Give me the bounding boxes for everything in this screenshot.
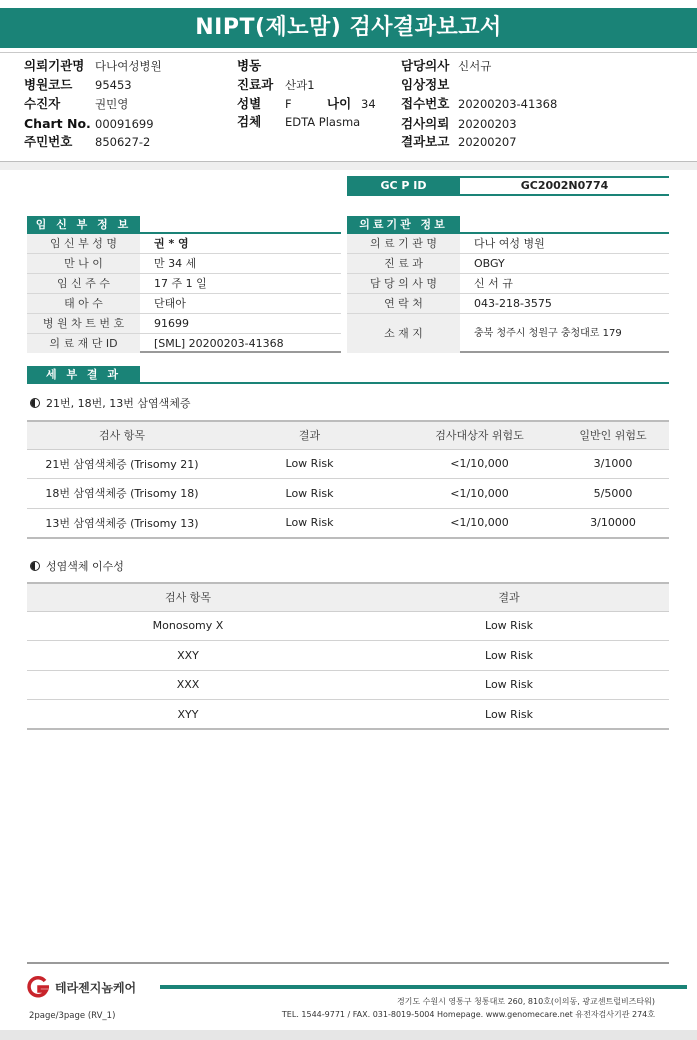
column-header: 결과 bbox=[349, 583, 669, 611]
company-logo bbox=[25, 976, 136, 998]
patient-label: 수진자 bbox=[24, 96, 61, 111]
info-label: 병 원 차 트 번 호 bbox=[27, 314, 140, 333]
info-row bbox=[27, 274, 341, 294]
request-value: 20200203 bbox=[458, 117, 517, 131]
table-row bbox=[27, 670, 669, 700]
info-value: [SML] 20200203-41368 bbox=[154, 337, 284, 350]
gcp-id-label: GC P ID bbox=[347, 176, 460, 196]
sex-chrom-table bbox=[27, 582, 669, 730]
institution-value: 다나여성병원 bbox=[95, 59, 162, 73]
info-value: 만 34 세 bbox=[154, 257, 197, 270]
result: Low Risk bbox=[349, 641, 669, 671]
result: Low Risk bbox=[217, 449, 402, 479]
test-item: Monosomy X bbox=[27, 611, 349, 641]
info-row bbox=[27, 254, 341, 274]
general-risk: 3/1000 bbox=[557, 449, 669, 479]
column-header: 결과 bbox=[217, 421, 402, 449]
details-rule bbox=[140, 382, 669, 384]
divider-band bbox=[0, 162, 697, 170]
column-header: 검사대상자 위험도 bbox=[402, 421, 557, 449]
test-item: XXY bbox=[27, 641, 349, 671]
footer-address-block bbox=[282, 995, 655, 1021]
info-row bbox=[347, 274, 669, 294]
table-header-row bbox=[27, 421, 669, 449]
trisomy-heading bbox=[30, 395, 190, 411]
info-label: 태 아 수 bbox=[27, 294, 140, 313]
hospital-code-value: 95453 bbox=[95, 78, 132, 92]
sex-chrom-heading bbox=[30, 558, 124, 574]
table-header-row bbox=[27, 583, 669, 611]
doctor-value: 신서규 bbox=[458, 59, 492, 73]
hospital-code-label: 병원코드 bbox=[24, 77, 73, 92]
info-value: 단태아 bbox=[154, 297, 186, 310]
info-value: OBGY bbox=[474, 257, 505, 270]
half-circle-icon bbox=[30, 561, 40, 571]
result: Low Risk bbox=[349, 611, 669, 641]
bottom-band bbox=[0, 1030, 697, 1040]
table-row bbox=[27, 611, 669, 641]
info-label: 임 신 부 성 명 bbox=[27, 234, 140, 253]
footer-accent-bar bbox=[160, 985, 687, 989]
dept-label: 진료과 bbox=[237, 77, 274, 92]
info-value: 043-218-3575 bbox=[474, 297, 552, 310]
patient-value: 권민영 bbox=[95, 97, 129, 111]
half-circle-icon bbox=[30, 398, 40, 408]
clinical-label: 임상정보 bbox=[401, 77, 450, 92]
info-label: 만 나 이 bbox=[27, 254, 140, 273]
sex-value: F bbox=[285, 97, 292, 111]
pregnant-info-table bbox=[27, 234, 341, 353]
info-row bbox=[347, 314, 669, 353]
dept-value: 산과1 bbox=[285, 78, 315, 92]
age-value: 34 bbox=[361, 97, 376, 111]
institution-label: 의뢰기관명 bbox=[24, 58, 85, 73]
info-value: 권 * 영 bbox=[154, 237, 189, 250]
test-item: XXX bbox=[27, 670, 349, 700]
column-header: 검사 항목 bbox=[27, 583, 349, 611]
info-label: 담 당 의 사 명 bbox=[347, 274, 460, 293]
table-row bbox=[27, 449, 669, 479]
table-row bbox=[27, 508, 669, 538]
info-label: 소 재 지 bbox=[347, 314, 460, 353]
chart-label: Chart No. bbox=[24, 116, 91, 131]
result: Low Risk bbox=[217, 508, 402, 538]
info-row bbox=[347, 254, 669, 274]
table-row bbox=[27, 641, 669, 671]
column-header: 일반인 위험도 bbox=[557, 421, 669, 449]
info-label: 연 락 처 bbox=[347, 294, 460, 313]
logo-mark-icon bbox=[25, 976, 51, 998]
result: Low Risk bbox=[349, 670, 669, 700]
gcp-id-value: GC2002N0774 bbox=[460, 176, 669, 196]
info-label: 의 료 재 단 ID bbox=[27, 334, 140, 353]
test-item: 18번 삼염색체증 (Trisomy 18) bbox=[27, 479, 217, 509]
test-item: 13번 삼염색체증 (Trisomy 13) bbox=[27, 508, 217, 538]
company-name: 테라젠지놈케어 bbox=[55, 980, 137, 995]
request-label: 검사의뢰 bbox=[401, 116, 450, 131]
rrn-label: 주민번호 bbox=[24, 134, 73, 149]
general-risk: 5/5000 bbox=[557, 479, 669, 509]
info-label: 진 료 과 bbox=[347, 254, 460, 273]
test-item: XYY bbox=[27, 700, 349, 730]
info-value: 충북 청주시 청원구 충청대로 179 bbox=[474, 328, 622, 339]
chart-value: 00091699 bbox=[95, 117, 154, 131]
info-value: 다나 여성 병원 bbox=[474, 237, 545, 250]
info-label: 의 료 기 관 명 bbox=[347, 234, 460, 253]
column-header: 검사 항목 bbox=[27, 421, 217, 449]
result: Low Risk bbox=[217, 479, 402, 509]
subject-risk: <1/10,000 bbox=[402, 479, 557, 509]
specimen-label: 검체 bbox=[237, 114, 262, 129]
info-value: 신 서 규 bbox=[474, 277, 513, 290]
report-label: 결과보고 bbox=[401, 134, 450, 149]
receipt-value: 20200203-41368 bbox=[458, 97, 558, 111]
sex-chrom-heading-text: 성염색체 이수성 bbox=[46, 560, 124, 573]
age-label: 나이 bbox=[327, 96, 352, 111]
result: Low Risk bbox=[349, 700, 669, 730]
info-row bbox=[27, 234, 341, 254]
info-label: 임 신 주 수 bbox=[27, 274, 140, 293]
info-value: 17 주 1 일 bbox=[154, 277, 207, 290]
company-contact: TEL. 1544-9771 / FAX. 031-8019-5004 Homepage. www.genomecare.net 유전자검사기관 274호 bbox=[281, 1010, 655, 1019]
rrn-value: 850627-2 bbox=[95, 135, 151, 149]
ward-label: 병동 bbox=[237, 58, 262, 73]
report-title: NIPT(제노맘) 검사결과보고서 bbox=[0, 8, 697, 48]
table-row bbox=[27, 479, 669, 509]
subject-risk: <1/10,000 bbox=[402, 508, 557, 538]
info-row bbox=[347, 294, 669, 314]
footer-rule bbox=[27, 962, 669, 964]
doctor-label: 담당의사 bbox=[401, 58, 450, 73]
institution-info-table bbox=[347, 234, 669, 353]
report-value: 20200207 bbox=[458, 135, 517, 149]
info-row bbox=[27, 334, 341, 353]
pregnant-info-tab: 임 신 부 정 보 bbox=[27, 216, 140, 234]
details-tab: 세 부 결 과 bbox=[27, 366, 140, 384]
general-risk: 3/10000 bbox=[557, 508, 669, 538]
test-item: 21번 삼염색체증 (Trisomy 21) bbox=[27, 449, 217, 479]
subject-risk: <1/10,000 bbox=[402, 449, 557, 479]
institution-info-tab: 의료기관 정보 bbox=[347, 216, 460, 234]
page-number: 2page/3page (RV_1) bbox=[29, 1011, 116, 1021]
info-row bbox=[347, 234, 669, 254]
company-address: 경기도 수원시 영통구 청통대로 260, 810호(이의동, 광교센트럴비즈타워) bbox=[396, 997, 655, 1006]
trisomy-heading-text: 21번, 18번, 13번 삼염색체증 bbox=[46, 397, 191, 410]
table-row bbox=[27, 700, 669, 730]
specimen-value: EDTA Plasma bbox=[285, 115, 361, 129]
receipt-label: 접수번호 bbox=[401, 96, 450, 111]
sex-label: 성별 bbox=[237, 96, 262, 111]
report-header bbox=[0, 52, 697, 162]
info-row bbox=[27, 294, 341, 314]
info-value: 91699 bbox=[154, 317, 189, 330]
info-row bbox=[27, 314, 341, 334]
trisomy-table bbox=[27, 420, 669, 539]
